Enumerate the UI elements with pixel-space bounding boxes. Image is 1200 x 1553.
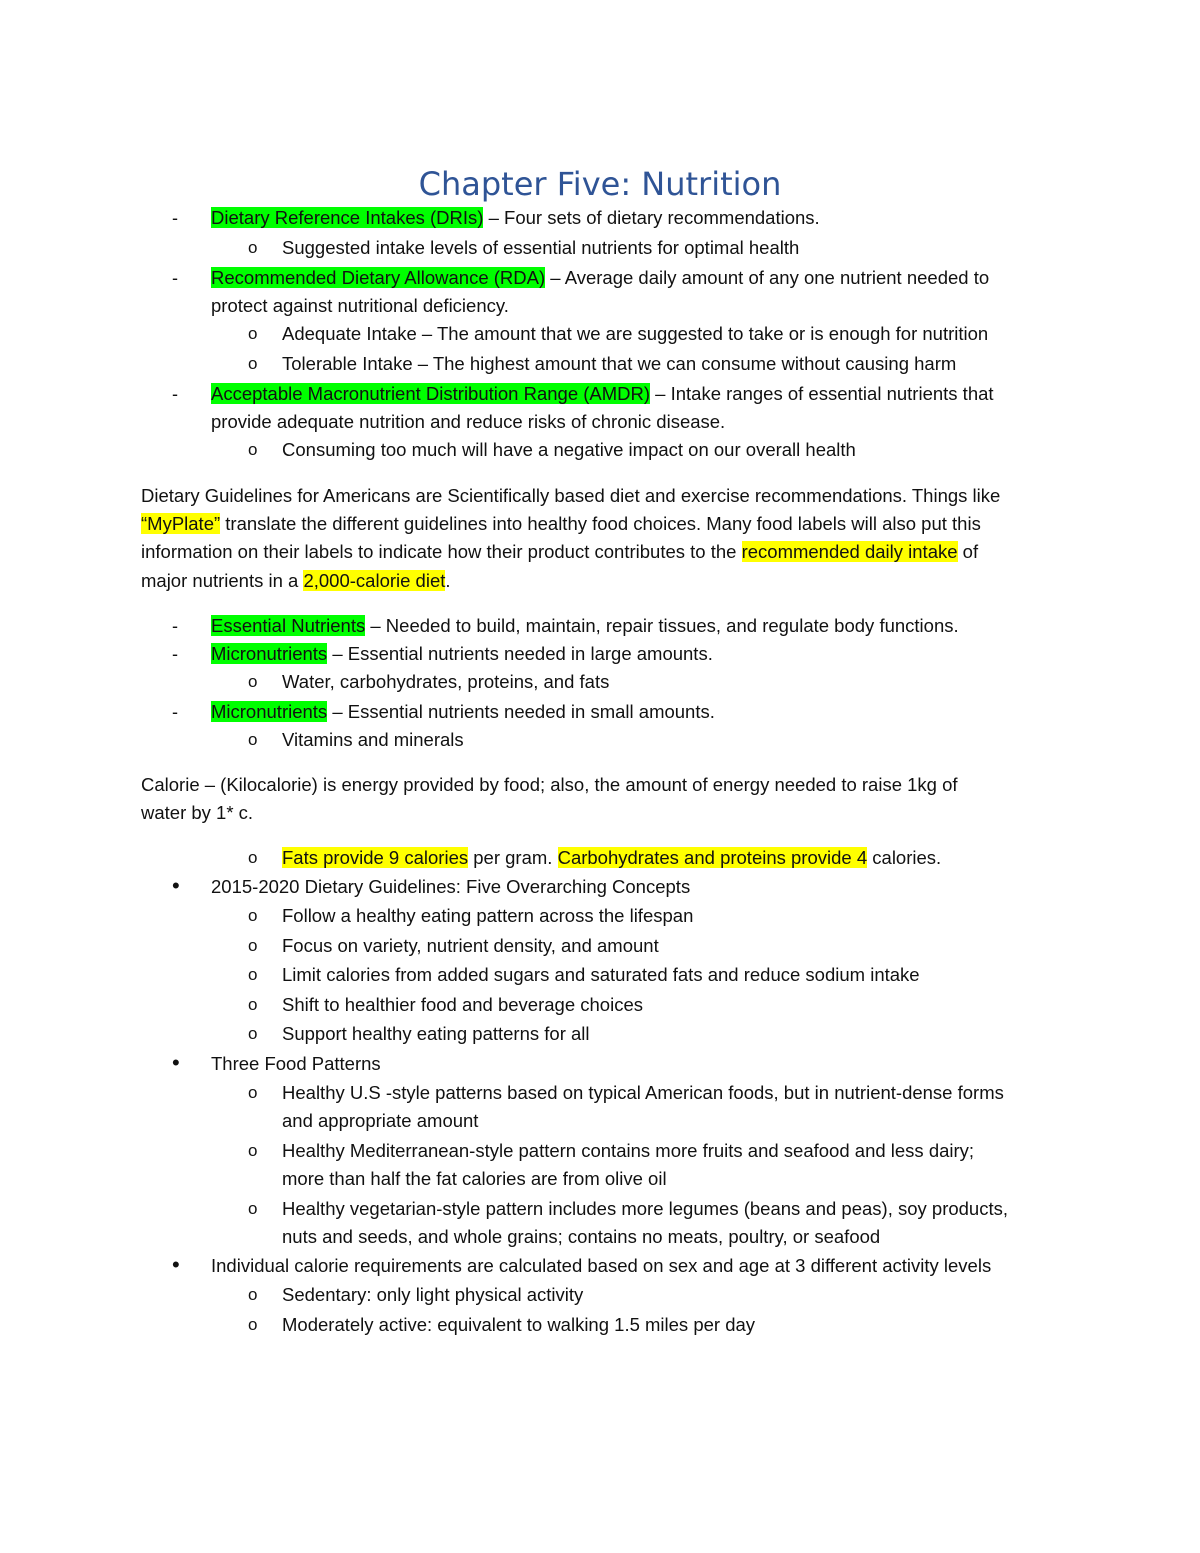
calorie-paragraph-line: Calorie – (Kilocalorie) is energy provided by food; also, the amount of energy needed to raise 1kg of — [141, 774, 958, 795]
essential-line — [211, 614, 959, 638]
fats-highlight: Fats provide 9 calories — [282, 847, 469, 868]
concept-item: Limit calories from added sugars and saturated fats and reduce sodium intake — [282, 964, 920, 985]
micro-definition: – Essential nutrients needed in small amounts. — [327, 701, 715, 722]
circle-marker: o — [248, 1141, 258, 1160]
guidelines-text: . — [445, 570, 451, 591]
rda-sub-item: Adequate Intake – The amount that we are suggested to take or is enough for nutrition — [282, 323, 989, 344]
activity-heading: Individual calorie requirements are calculated based on sex and age at 3 different activity levels — [211, 1255, 992, 1276]
circle-marker: o — [248, 965, 258, 984]
circle-marker: o — [248, 354, 258, 373]
essential-term: Essential Nutrients — [211, 615, 366, 636]
calorie-diet-highlight: 2,000-calorie diet — [303, 570, 446, 591]
calorie-paragraph-line: water by 1* c. — [141, 802, 254, 823]
circle-marker: o — [248, 936, 258, 955]
pattern-item: Healthy vegetarian-style pattern includes more legumes (beans and peas), soy products, — [282, 1198, 1008, 1219]
concept-item: Shift to healthier food and beverage choices — [282, 994, 643, 1015]
activity-item: Moderately active: equivalent to walking 1.5 miles per day — [282, 1314, 756, 1335]
circle-marker: o — [248, 906, 258, 925]
circle-marker: o — [248, 848, 258, 867]
dash-marker: - — [172, 702, 178, 722]
dash-marker: - — [172, 268, 178, 288]
calorie-facts-line — [282, 846, 941, 870]
guidelines-text: major nutrients in a — [141, 570, 304, 591]
rda-sub-item: Tolerable Intake – The highest amount that we can consume without causing harm — [282, 353, 957, 374]
bullet-marker: • — [172, 1050, 180, 1075]
micro-sub-item: Vitamins and minerals — [282, 729, 464, 750]
circle-marker: o — [248, 324, 258, 343]
dri-definition: – Four sets of dietary recommendations. — [483, 207, 820, 228]
bullet-marker: • — [172, 1252, 180, 1277]
circle-marker: o — [248, 440, 258, 459]
calorie-text: calories. — [867, 847, 942, 868]
micro-term: Micronutrients — [211, 701, 328, 722]
carbs-highlight: Carbohydrates and proteins provide 4 — [557, 847, 868, 868]
circle-marker: o — [248, 1199, 258, 1218]
daily-intake-highlight: recommended daily intake — [741, 541, 958, 562]
myplate-highlight: “MyPlate” — [141, 513, 221, 534]
pattern-item-cont: more than half the fat calories are from olive oil — [282, 1168, 667, 1189]
calorie-text: per gram. — [468, 847, 558, 868]
pattern-item: Healthy U.S -style patterns based on typical American foods, but in nutrient-dense forms — [282, 1082, 1004, 1103]
amdr-line — [211, 382, 994, 406]
circle-marker: o — [248, 238, 258, 257]
dash-marker: - — [172, 384, 178, 404]
dri-term: Dietary Reference Intakes (DRIs) — [211, 207, 484, 228]
amdr-sub-item: Consuming too much will have a negative impact on our overall health — [282, 439, 856, 460]
macro-sub-item: Water, carbohydrates, proteins, and fats — [282, 671, 610, 692]
circle-marker: o — [248, 1285, 258, 1304]
circle-marker: o — [248, 730, 258, 749]
dash-marker: - — [172, 208, 178, 228]
page-title: Chapter Five: Nutrition — [418, 165, 782, 203]
dri-line — [211, 206, 820, 230]
circle-marker: o — [248, 995, 258, 1014]
dri-sub-item: Suggested intake levels of essential nutrients for optimal health — [282, 237, 800, 258]
micro-line — [211, 700, 715, 724]
amdr-definition: – Intake ranges of essential nutrients that — [650, 383, 994, 404]
guidelines-text: information on their labels to indicate how their product contributes to the — [141, 541, 742, 562]
rda-definition: – Average daily amount of any one nutrient needed to — [545, 267, 990, 288]
dash-marker: - — [172, 616, 178, 636]
circle-marker: o — [248, 1024, 258, 1043]
amdr-definition-cont: provide adequate nutrition and reduce risks of chronic disease. — [211, 411, 726, 432]
rda-definition-cont: protect against nutritional deficiency. — [211, 295, 509, 316]
circle-marker: o — [248, 1315, 258, 1334]
rda-line — [211, 266, 989, 290]
guidelines-text: translate the different guidelines into healthy food choices. Many food labels will also put this — [220, 513, 981, 534]
guidelines-paragraph-line — [141, 540, 978, 564]
macro-definition: – Essential nutrients needed in large amounts. — [327, 643, 713, 664]
rda-term: Recommended Dietary Allowance (RDA) — [211, 267, 546, 288]
amdr-term: Acceptable Macronutrient Distribution Range (AMDR) — [211, 383, 651, 404]
concept-item: Follow a healthy eating pattern across the lifespan — [282, 905, 694, 926]
pattern-item-cont: and appropriate amount — [282, 1110, 479, 1131]
dash-marker: - — [172, 644, 178, 664]
macro-line — [211, 642, 713, 666]
guidelines-paragraph-line — [141, 512, 981, 536]
pattern-item-cont: nuts and seeds, and whole grains; contains no meats, poultry, or seafood — [282, 1226, 881, 1247]
guidelines-paragraph-line: Dietary Guidelines for Americans are Scientifically based diet and exercise recommendations. Things like — [141, 485, 1001, 506]
bullet-marker: • — [172, 873, 180, 898]
essential-definition: – Needed to build, maintain, repair tissues, and regulate body functions. — [365, 615, 959, 636]
guidelines-text: of — [957, 541, 979, 562]
concept-item: Focus on variety, nutrient density, and amount — [282, 935, 659, 956]
circle-marker: o — [248, 672, 258, 691]
concept-item: Support healthy eating patterns for all — [282, 1023, 590, 1044]
concepts-heading: 2015-2020 Dietary Guidelines: Five Overarching Concepts — [211, 876, 691, 897]
pattern-item: Healthy Mediterranean-style pattern contains more fruits and seafood and less dairy; — [282, 1140, 975, 1161]
patterns-heading: Three Food Patterns — [211, 1053, 381, 1074]
activity-item: Sedentary: only light physical activity — [282, 1284, 584, 1305]
circle-marker: o — [248, 1083, 258, 1102]
macro-term: Micronutrients — [211, 643, 328, 664]
guidelines-paragraph-line — [141, 569, 451, 593]
